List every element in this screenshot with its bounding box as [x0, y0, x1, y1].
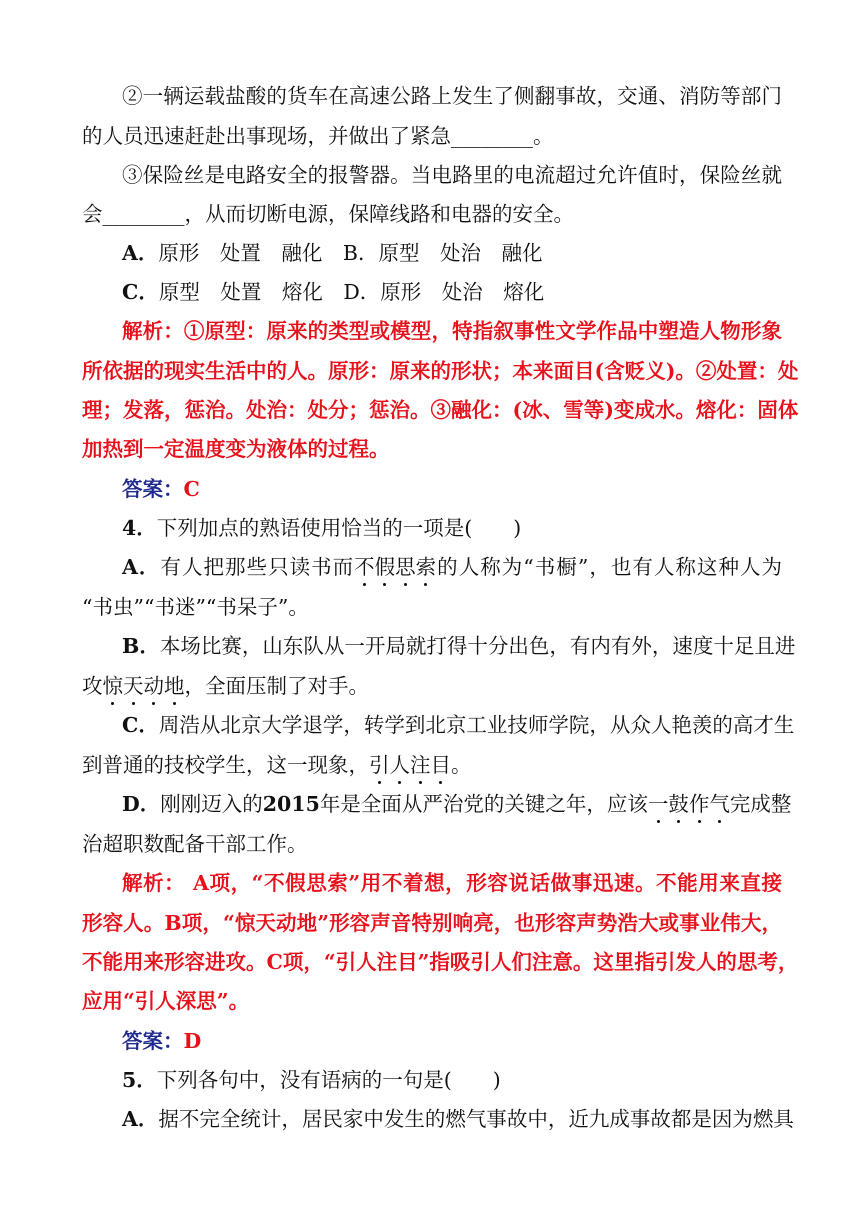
- q3-sentence3-line1: ③保险丝是电路安全的报警器。当电路里的电流超过允许值时，保险丝就: [122, 163, 782, 187]
- dotted-char: 鼓: [668, 784, 689, 824]
- analysis-text: A项，“不假思索”用不着想，形容说话做事迅速。不能用来直接: [185, 871, 783, 895]
- analysis-label: 解析：: [122, 319, 184, 343]
- q4-option-c-line1: [122, 705, 795, 745]
- text-fragment: 完成整: [729, 792, 792, 816]
- dotted-char: 地: [164, 666, 185, 706]
- q3-options-cd: [122, 272, 782, 312]
- text-fragment: 。: [451, 753, 472, 777]
- dotted-char: 不: [354, 547, 375, 587]
- q4-option-c-line2: [82, 745, 782, 785]
- text-fragment: 年是全面从严治党的关键之年，应该: [319, 792, 648, 816]
- option-label: D．: [122, 792, 161, 816]
- q5-option-a-line1: [122, 1099, 794, 1139]
- option-label: A．: [122, 1107, 159, 1131]
- dotted-char: 作: [689, 784, 710, 824]
- q3-sentence2-line1: ②一辆运载盐酸的货车在高速公路上发生了侧翻事故，交通、消防等部门: [122, 84, 782, 108]
- q5-stem: [122, 1060, 782, 1100]
- q4-option-d-line1: [122, 784, 792, 824]
- question-text: 下列加点的熟语使用恰当的一项是( ): [156, 516, 522, 540]
- q3-answer: [122, 469, 782, 509]
- text-fragment: 本场比赛，山东队从一开局就打得十分出色，有内有外，速度十足且进: [159, 634, 796, 658]
- text-fragment: 攻: [82, 674, 103, 698]
- dotted-char: 目: [431, 745, 452, 785]
- dotted-char: 气: [709, 784, 730, 824]
- q4-option-d-line2: 治超职数配备干部工作。: [82, 832, 308, 856]
- text-fragment: 据不完全统计，居民家中发生的燃气事故中，近九成事故都是因为燃具: [158, 1107, 794, 1131]
- text-fragment: 周浩从北京大学退学，转学到北京工业技师学院，从众人艳羡的高才生: [158, 713, 795, 737]
- dotted-char: 一: [648, 784, 669, 824]
- option-text: 原形 处置 融化 B．原型 处治 融化: [158, 241, 543, 265]
- answer-value: D: [183, 1029, 202, 1053]
- text-fragment: 有人把那些只读书而: [160, 555, 355, 579]
- dotted-char: 注: [410, 745, 431, 785]
- dotted-char: 惊: [103, 666, 124, 706]
- option-label: A．: [122, 241, 159, 265]
- text-fragment: 的人称为“书橱”，也有人称这种人为: [436, 555, 782, 579]
- q3-analysis-line1: [122, 311, 782, 351]
- q3-sentence2-line2: 的人员迅速赶赴出事现场，并做出了紧急________。: [82, 124, 554, 148]
- answer-value: C: [183, 477, 200, 501]
- question-text: 下列各句中，没有语病的一句是( ): [156, 1068, 501, 1092]
- dotted-char: 人: [390, 745, 411, 785]
- option-label: C．: [122, 713, 159, 737]
- dotted-char: 动: [144, 666, 165, 706]
- text-fragment: ，全面压制了对手。: [184, 674, 369, 698]
- q3-analysis-line3: 理；发落，惩治。处治：处分；惩治。③融化：(冰、雪等)变成水。熔化：固体: [82, 398, 799, 422]
- q4-analysis-line1: [122, 863, 782, 903]
- q3-sentence3-line2: 会________，从而切断电源，保障线路和电器的安全。: [82, 202, 574, 226]
- dotted-char: 假: [375, 547, 396, 587]
- q4-option-a-line2: “书虫”“书迷”“书呆子”。: [82, 595, 309, 619]
- option-label: A．: [122, 555, 161, 579]
- answer-label: 答案：: [122, 1029, 184, 1053]
- analysis-text: ①原型：原来的类型或模型，特指叙事性文学作品中塑造人物形象: [183, 319, 783, 343]
- text-fragment: 到普通的技校学生，这一现象，: [82, 753, 369, 777]
- q4-option-a-line1: [122, 547, 782, 587]
- option-text: 原型 处置 熔化 D．原形 处治 熔化: [158, 280, 545, 304]
- dotted-char: 引: [369, 745, 390, 785]
- dotted-char: 天: [123, 666, 144, 706]
- dotted-char: 索: [416, 547, 437, 587]
- q4-option-b-line2: [82, 666, 782, 706]
- q4-analysis-line3: 不能用来形容进攻。C项，“引人注目”指吸引人们注意。这里指引发人的思考，: [82, 950, 799, 974]
- q3-analysis-line4: 加热到一定温度变为液体的过程。: [82, 437, 390, 461]
- dotted-char: 思: [395, 547, 416, 587]
- q3-options-ab: [122, 233, 782, 273]
- q4-analysis-line2: 形容人。B项，“惊天动地”形容声音特别响亮，也形容声势浩大或事业伟大，: [82, 911, 782, 935]
- option-label: C．: [122, 280, 159, 304]
- q4-analysis-line4: 应用“引人深思”。: [82, 989, 250, 1013]
- q3-analysis-line2: 所依据的现实生活中的人。原形：原来的形状；本来面目(含贬义)。②处置：处: [82, 359, 799, 383]
- text-fragment: 刚刚迈入的: [160, 792, 263, 816]
- question-number: 5．: [122, 1068, 157, 1092]
- option-label: B．: [122, 634, 160, 658]
- q4-option-b-line1: [122, 626, 796, 666]
- analysis-label: 解析：: [122, 871, 186, 895]
- answer-label: 答案：: [122, 477, 184, 501]
- question-number: 4．: [122, 516, 157, 540]
- q4-answer: [122, 1021, 782, 1061]
- year-number: 2015: [262, 792, 320, 816]
- q4-stem: [122, 508, 782, 548]
